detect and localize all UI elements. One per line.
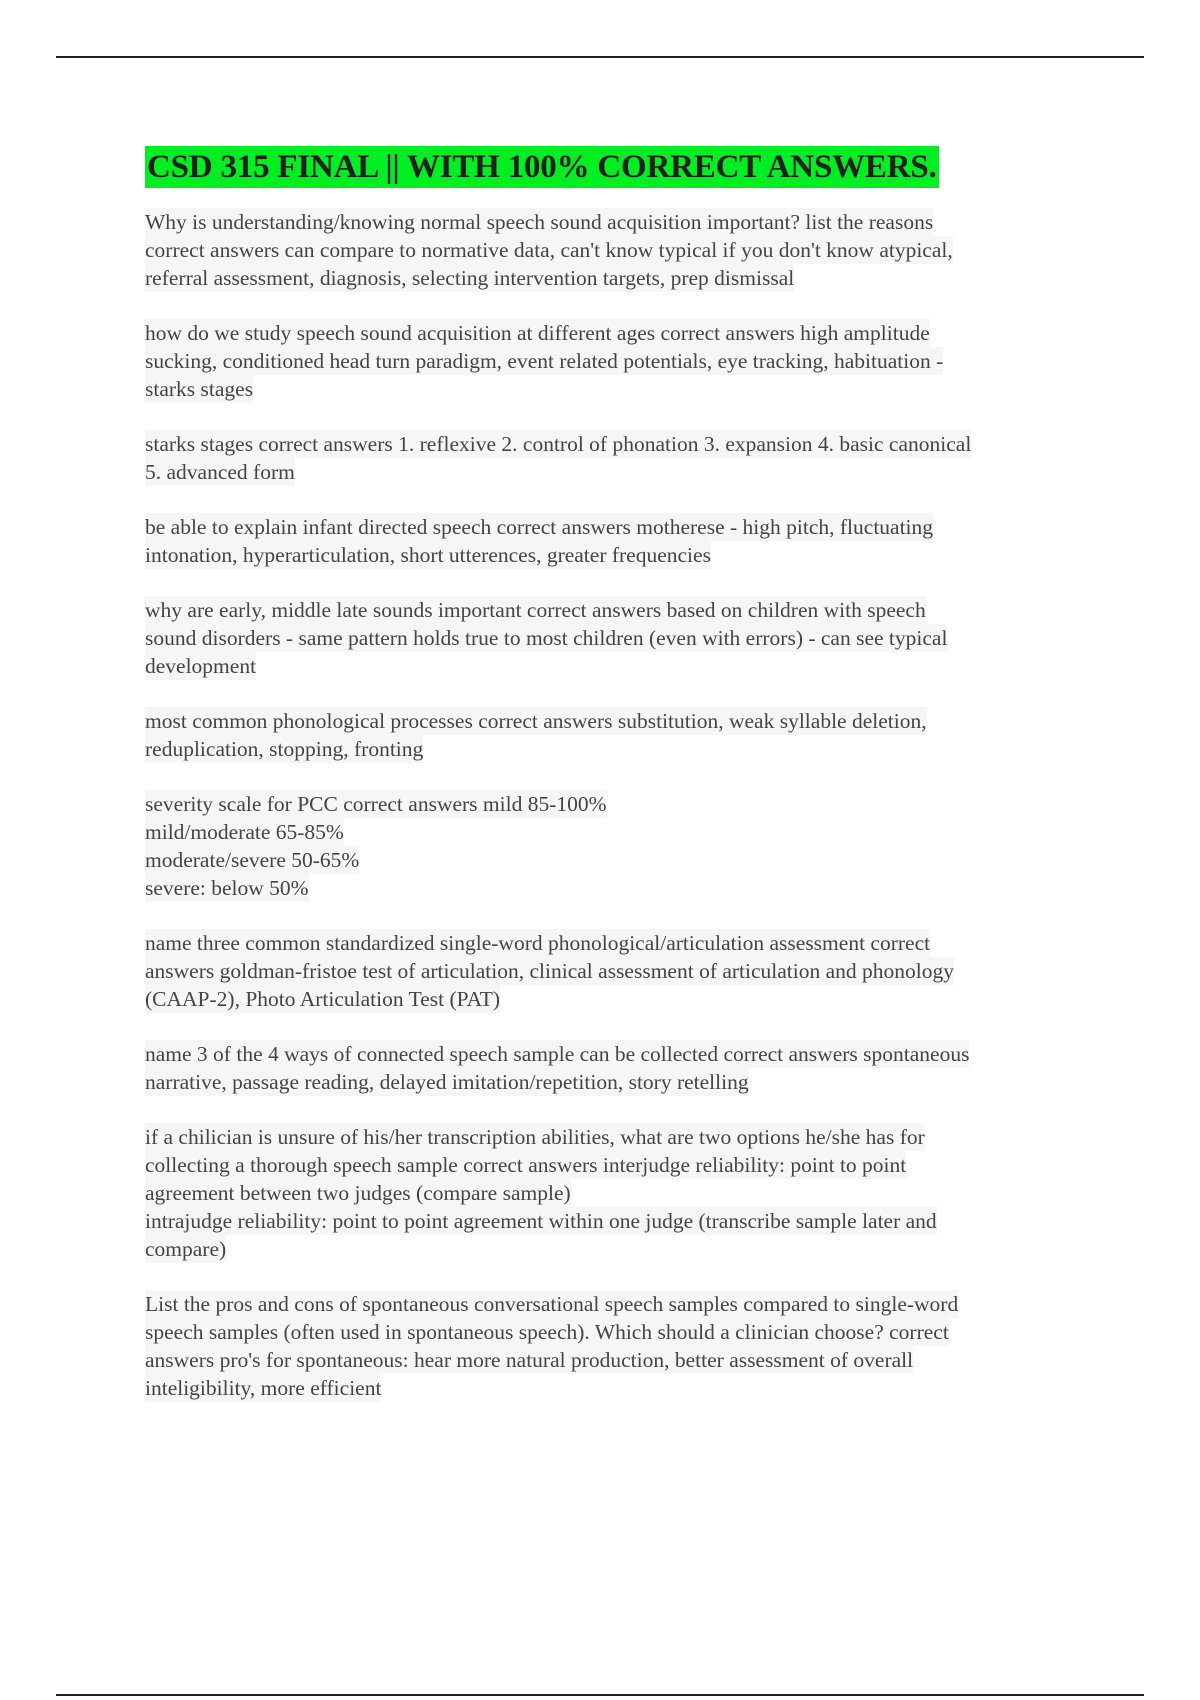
qa-line: narrative, passage reading, delayed imitation/repetition, story retelling bbox=[145, 1070, 749, 1094]
qa-line: (CAAP-2), Photo Articulation Test (PAT) bbox=[145, 987, 501, 1011]
qa-line: compare) bbox=[145, 1237, 227, 1261]
qa-line: 5. advanced form bbox=[145, 460, 295, 484]
qa-line: how do we study speech sound acquisition at different ages correct answers high amplitude bbox=[145, 321, 930, 345]
qa-item bbox=[145, 319, 1085, 403]
qa-item bbox=[145, 596, 1085, 680]
qa-line: intrajudge reliability: point to point agreement within one judge (transcribe sample later and bbox=[145, 1209, 937, 1233]
qa-line: collecting a thorough speech sample correct answers interjudge reliability: point to point bbox=[145, 1153, 907, 1177]
qa-line: development bbox=[145, 654, 257, 678]
qa-line: if a chilician is unsure of his/her transcription abilities, what are two options he/she has for bbox=[145, 1125, 925, 1149]
qa-line: starks stages correct answers 1. reflexive 2. control of phonation 3. expansion 4. basic canonical bbox=[145, 432, 972, 456]
qa-line: speech samples (often used in spontaneous speech). Which should a clinician choose? correct bbox=[145, 1320, 949, 1344]
bottom-rule bbox=[56, 1694, 1144, 1696]
qa-line: sucking, conditioned head turn paradigm, event related potentials, eye tracking, habituation - bbox=[145, 349, 944, 373]
qa-item bbox=[145, 929, 1085, 1013]
qa-line: correct answers can compare to normative data, can't know typical if you don't know atypical, bbox=[145, 238, 953, 262]
qa-line: why are early, middle late sounds important correct answers based on children with speech bbox=[145, 598, 926, 622]
qa-line: name 3 of the 4 ways of connected speech sample can be collected correct answers spontaneous bbox=[145, 1042, 970, 1066]
qa-line: severity scale for PCC correct answers mild 85-100% bbox=[145, 792, 607, 816]
qa-item bbox=[145, 513, 1085, 569]
qa-line: be able to explain infant directed speech correct answers motherese - high pitch, fluctuating bbox=[145, 515, 934, 539]
qa-line: agreement between two judges (compare sample) bbox=[145, 1181, 571, 1205]
qa-item bbox=[145, 430, 1085, 486]
document-body bbox=[145, 146, 1085, 1429]
qa-line: moderate/severe 50-65% bbox=[145, 848, 360, 872]
qa-item bbox=[145, 208, 1085, 292]
qa-line: inteligibility, more efficient bbox=[145, 1376, 382, 1400]
qa-line: most common phonological processes correct answers substitution, weak syllable deletion, bbox=[145, 709, 927, 733]
qa-line: starks stages bbox=[145, 377, 254, 401]
qa-line: sound disorders - same pattern holds true to most children (even with errors) - can see typical bbox=[145, 626, 948, 650]
qa-line: Why is understanding/knowing normal speech sound acquisition important? list the reasons bbox=[145, 210, 934, 234]
qa-item bbox=[145, 1290, 1085, 1402]
qa-line: name three common standardized single-word phonological/articulation assessment correct bbox=[145, 931, 931, 955]
qa-line: reduplication, stopping, fronting bbox=[145, 737, 424, 761]
top-rule bbox=[56, 56, 1144, 58]
qa-line: mild/moderate 65-85% bbox=[145, 820, 344, 844]
qa-line: answers goldman-fristoe test of articulation, clinical assessment of articulation and phonology bbox=[145, 959, 955, 983]
document-title: CSD 315 FINAL || WITH 100% CORRECT ANSWERS. bbox=[145, 146, 939, 188]
qa-line: answers pro's for spontaneous: hear more natural production, better assessment of overall bbox=[145, 1348, 914, 1372]
qa-line: intonation, hyperarticulation, short utterences, greater frequencies bbox=[145, 543, 711, 567]
qa-item bbox=[145, 1040, 1085, 1096]
qa-line: severe: below 50% bbox=[145, 876, 309, 900]
qa-line: referral assessment, diagnosis, selecting intervention targets, prep dismissal bbox=[145, 266, 795, 290]
qa-item bbox=[145, 790, 1085, 902]
qa-item bbox=[145, 1123, 1085, 1263]
qa-line: List the pros and cons of spontaneous conversational speech samples compared to single-word bbox=[145, 1292, 959, 1316]
qa-item bbox=[145, 707, 1085, 763]
